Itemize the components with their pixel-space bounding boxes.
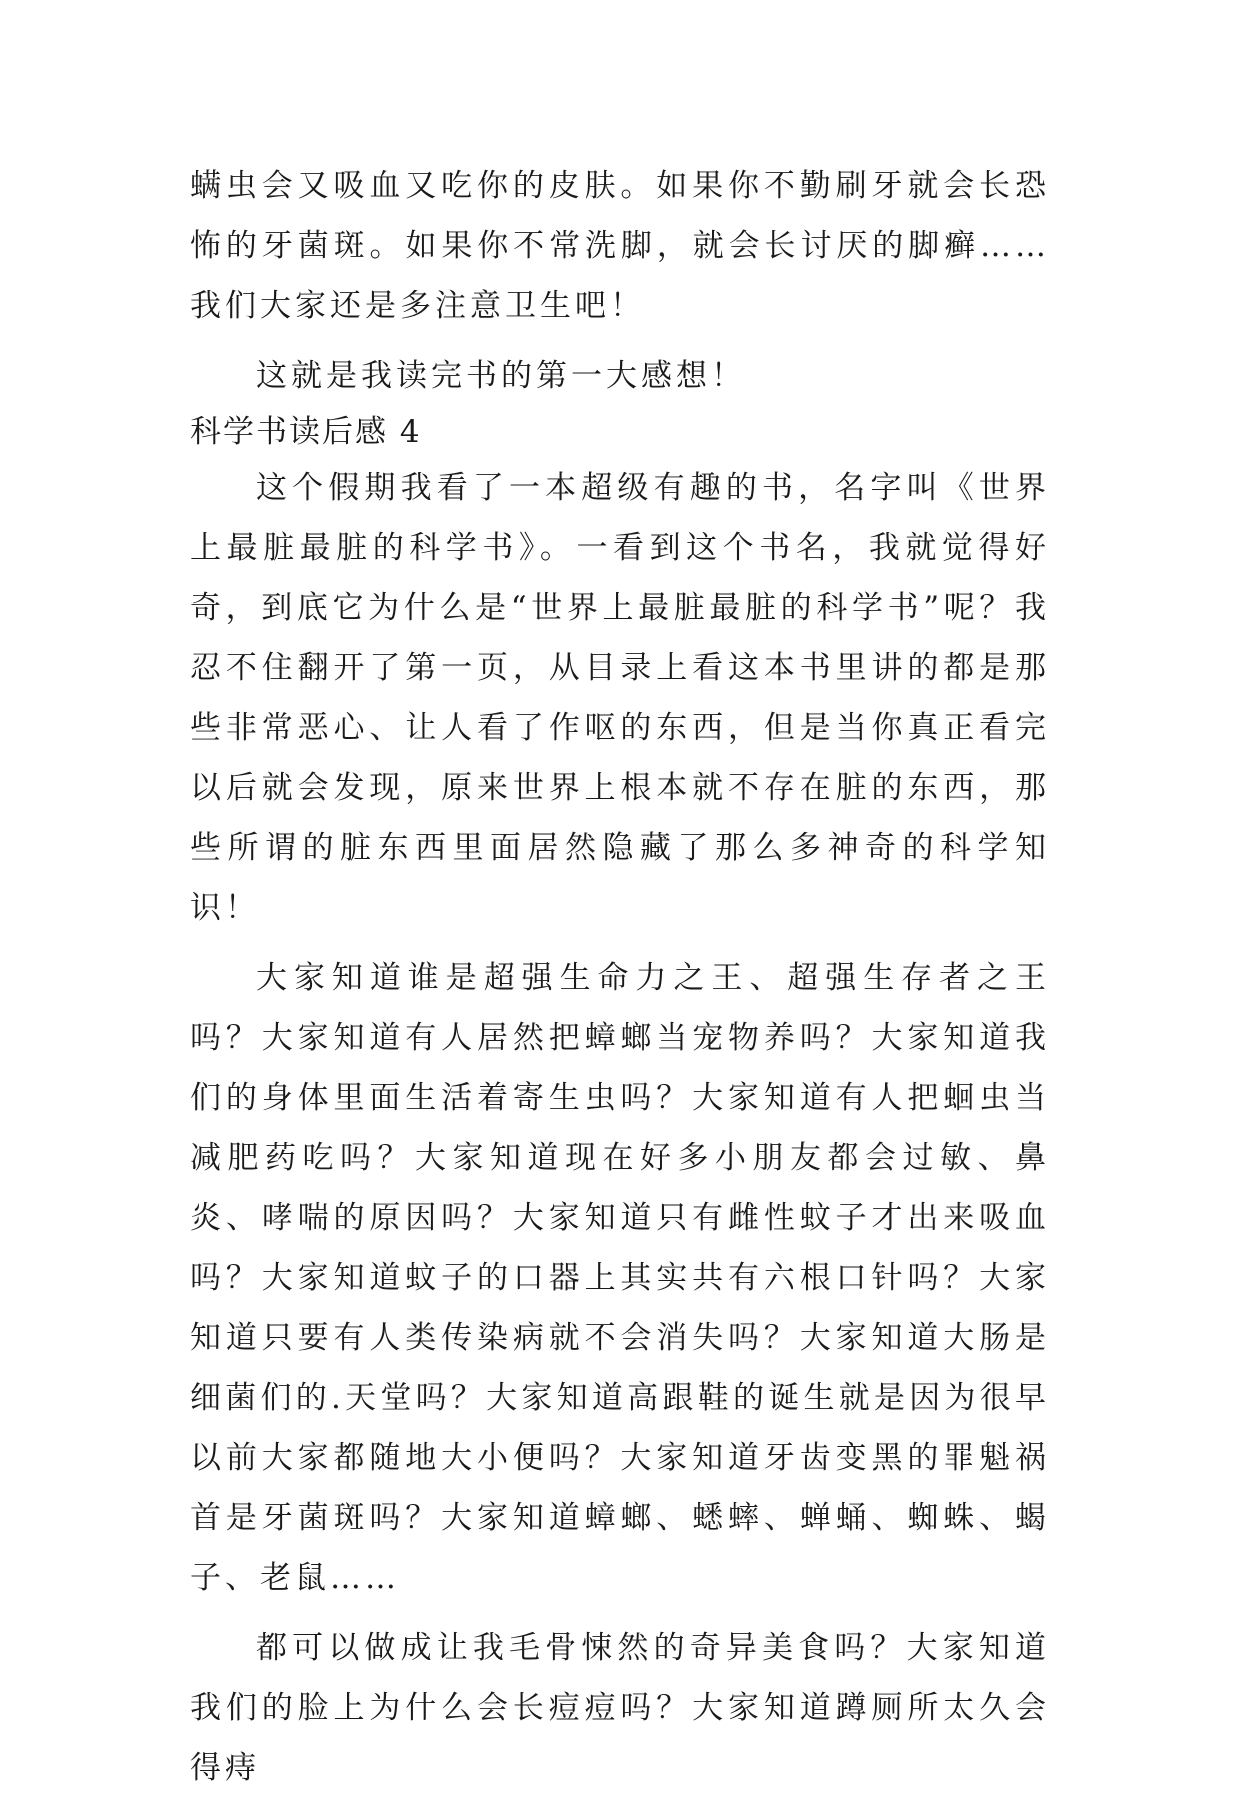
document-body — [190, 156, 1050, 1798]
paragraph-intro: 这个假期我看了一本超级有趣的书，名字叫《世界上最脏最脏的科学书》。一看到这个书名，我就觉得好奇，到底它为什么是“世界上最脏最脏的科学书”呢？我忍不住翻开了第一页，从目录上看这本书里讲的都是那些非常恶心、让人看了作呕的东西，但是当你真正看完以后就会发现，原来世界上根本就不存在脏的东西，那些所谓的脏东西里面居然隐藏了那么多神奇的科学知识！ — [190, 470, 1050, 926]
paragraph-questions: 大家知道谁是超强生命力之王、超强生存者之王吗？大家知道有人居然把蟑螂当宠物养吗？大家知道我们的身体里面生活着寄生虫吗？大家知道有人把蛔虫当减肥药吃吗？大家知道现在好多小朋友都会过敏、鼻炎、哮喘的原因吗？大家知道只有雌性蚊子才出来吸血吗？大家知道蚊子的口器上其实共有六根口针吗？大家知道只要有人类传染病就不会消失吗？大家知道大肠是细菌们的.天堂吗？大家知道高跟鞋的诞生就是因为很早以前大家都随地大小便吗？大家知道牙齿变黑的罪魁祸首是牙菌斑吗？大家知道蟑螂、蟋蟀、蝉蛹、蜘蛛、蝎子、老鼠…… — [190, 960, 1050, 1596]
paragraph-food: 都可以做成让我毛骨悚然的奇异美食吗？大家知道我们的脸上为什么会长痘痘吗？大家知道蹲厕所太久会得痔 — [190, 1630, 1050, 1786]
paragraph-conclusion: 这就是我读完书的第一大感想！ — [256, 358, 746, 394]
paragraph-continuation: 螨虫会又吸血又吃你的皮肤。如果你不勤刷牙就会长恐怖的牙菌斑。如果你不常洗脚，就会长讨厌的脚癣……我们大家还是多注意卫生吧！ — [190, 168, 1050, 324]
section-title: 科学书读后感 4 — [190, 414, 422, 450]
